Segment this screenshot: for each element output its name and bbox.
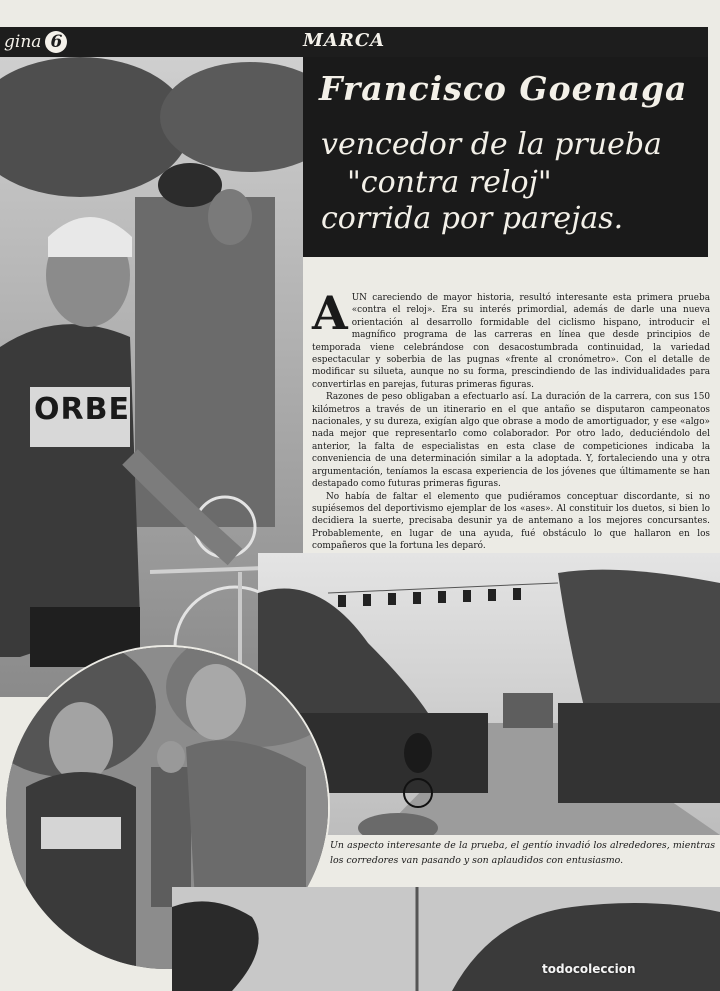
page-number-label <box>4 31 67 53</box>
bottom-trees-photo <box>172 887 720 991</box>
headline-box <box>303 57 708 257</box>
jersey-text: ORBE <box>34 392 130 427</box>
article-paragraph: No había de faltar el elemento que pudiéramos conceptuar discordante, si no supiésemos del deportivismo ejemplar de los «ases». Al constituir los duetos, si bien lo decidiera la suerte, precisaba desunir ya de antemano a los mejores concursantes. Probablemente, en lugar de una ayuda, fué obstáculo lo que hallaron en los compañeros que la fortuna les deparó. <box>312 491 710 552</box>
page-header <box>0 27 708 57</box>
watermark-text: todocoleccion <box>542 962 636 976</box>
headline-line-3: "contra reloj" <box>347 165 552 200</box>
headline-line-2: vencedor de la prueba <box>321 127 662 162</box>
headline-line-4: corrida por parejas. <box>321 201 624 236</box>
article-paragraph: Razones de peso obligaban a efectuarlo así. La duración de la carrera, con sus 150 kilómetros a través de un itinerario en el que antaño se disputaron campeonatos nacionales, y su dureza, exigían algo que obrase a modo de amortiguador, y ese «algo» nada mejor que representarlo como colaborador. Por otro lado, deduciéndolo del anterior, la falta de especialistas en esta clase de competiciones indicaba la conveniencia de una determinación similar a la adoptada. Y, fortaleciendo una y otra argumentación, teníamos la escasa experiencia de los jóvenes que últimamente se han destapado como futuras primeras figuras. <box>312 392 710 490</box>
bottom-trees-image <box>172 887 720 991</box>
page-label-text: gina <box>4 32 42 52</box>
article-paragraph: AUN careciendo de mayor historia, resultó interesante esta primera prueba «contra el reloj». Era su interés primordial, además de darle una nueva orientación al desarrollo formidable del ciclismo hispano, introducir el magnífico programa de las carreras en línea que desde principios de temporada viene celebrándose con desacostumbrada continuidad, la variedad espectacular y soberbia de las pugnas «frente al cronómetro». Con el detalle de modificar su silueta, aunque no su forma, prescindiendo de las individualidades para convertirlas en parejas, futuras primeras figuras. <box>312 286 710 390</box>
drop-cap: A <box>312 286 348 340</box>
headline-name: Francisco Goenaga <box>319 69 688 108</box>
article-body <box>312 286 710 590</box>
page-number-badge: 6 <box>45 31 67 53</box>
magazine-logo: MARCA <box>303 30 386 51</box>
photo-caption: Un aspecto interesante de la prueba, el gentío invadió los alrededores, mientras los corredores van pasando y son aplaudidos con entusiasmo. <box>330 840 715 866</box>
